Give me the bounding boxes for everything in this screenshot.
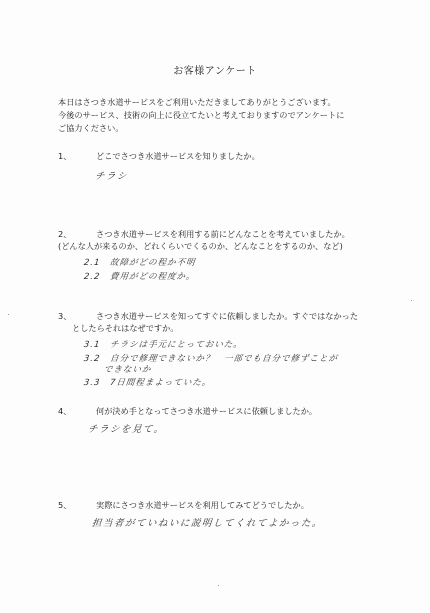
handwritten-answer: できないか (103, 365, 152, 375)
handwritten-answer: 2.2 費用がどの程度か。 (83, 272, 196, 282)
question-text: さつき水道サービスを利用する前にどんなことを考えていましたか。 (96, 229, 350, 239)
intro-line: 本日はさつき水道サービスをご利用いただきましてありがとうございます。 (58, 97, 336, 107)
question-text: 実際にさつき水道サービスを利用してみてどうでしたか。 (96, 500, 309, 510)
question-text: どこでさつき水道サービスを知りましたか。 (96, 151, 260, 161)
scan-speck (218, 585, 219, 586)
question-text: さつき水道サービスを知ってすぐに依頼しましたか。すぐではなかった (96, 311, 359, 321)
page-title: お客様アンケート (173, 66, 257, 77)
handwritten-answer: チラシ (94, 171, 129, 182)
question-number: 2、 (58, 229, 72, 239)
question-number: 1、 (58, 151, 72, 161)
question-text: 何が決め手となってさつき水道サービスに依頼しましたか。 (96, 406, 318, 416)
question-number: 3、 (58, 311, 72, 321)
question-number: 4、 (58, 406, 72, 416)
intro-line: 今後のサービス、技術の向上に役立てたいと考えておりますのでアンケートに (58, 110, 345, 120)
intro-line: ご協力ください。 (58, 123, 124, 133)
question-subtext: (どんな人が来るのか、どれくらいでくるのか、どんなことをするのか、など) (58, 241, 343, 251)
handwritten-answer: 担当者がていねいに説明してくれてよかった。 (91, 518, 324, 529)
scan-speck (8, 314, 9, 315)
handwritten-answer: 3.3 7日間程まよっていた。 (83, 378, 212, 388)
handwritten-answer: 3.1 チラシは手元にとっておいた。 (83, 340, 244, 350)
handwritten-answer: 3.2 自分で修理できないか？ 一部でも自分で修ずことが (83, 354, 339, 364)
handwritten-answer: 2.1 故障がどの程か不明 (83, 258, 196, 268)
question-number: 5、 (58, 500, 72, 510)
intro-paragraph (58, 96, 388, 135)
scan-speck (411, 300, 412, 301)
handwritten-answer: チラシを見て。 (87, 424, 166, 435)
question-subtext: としたらそれはなぜですか。 (72, 323, 179, 333)
